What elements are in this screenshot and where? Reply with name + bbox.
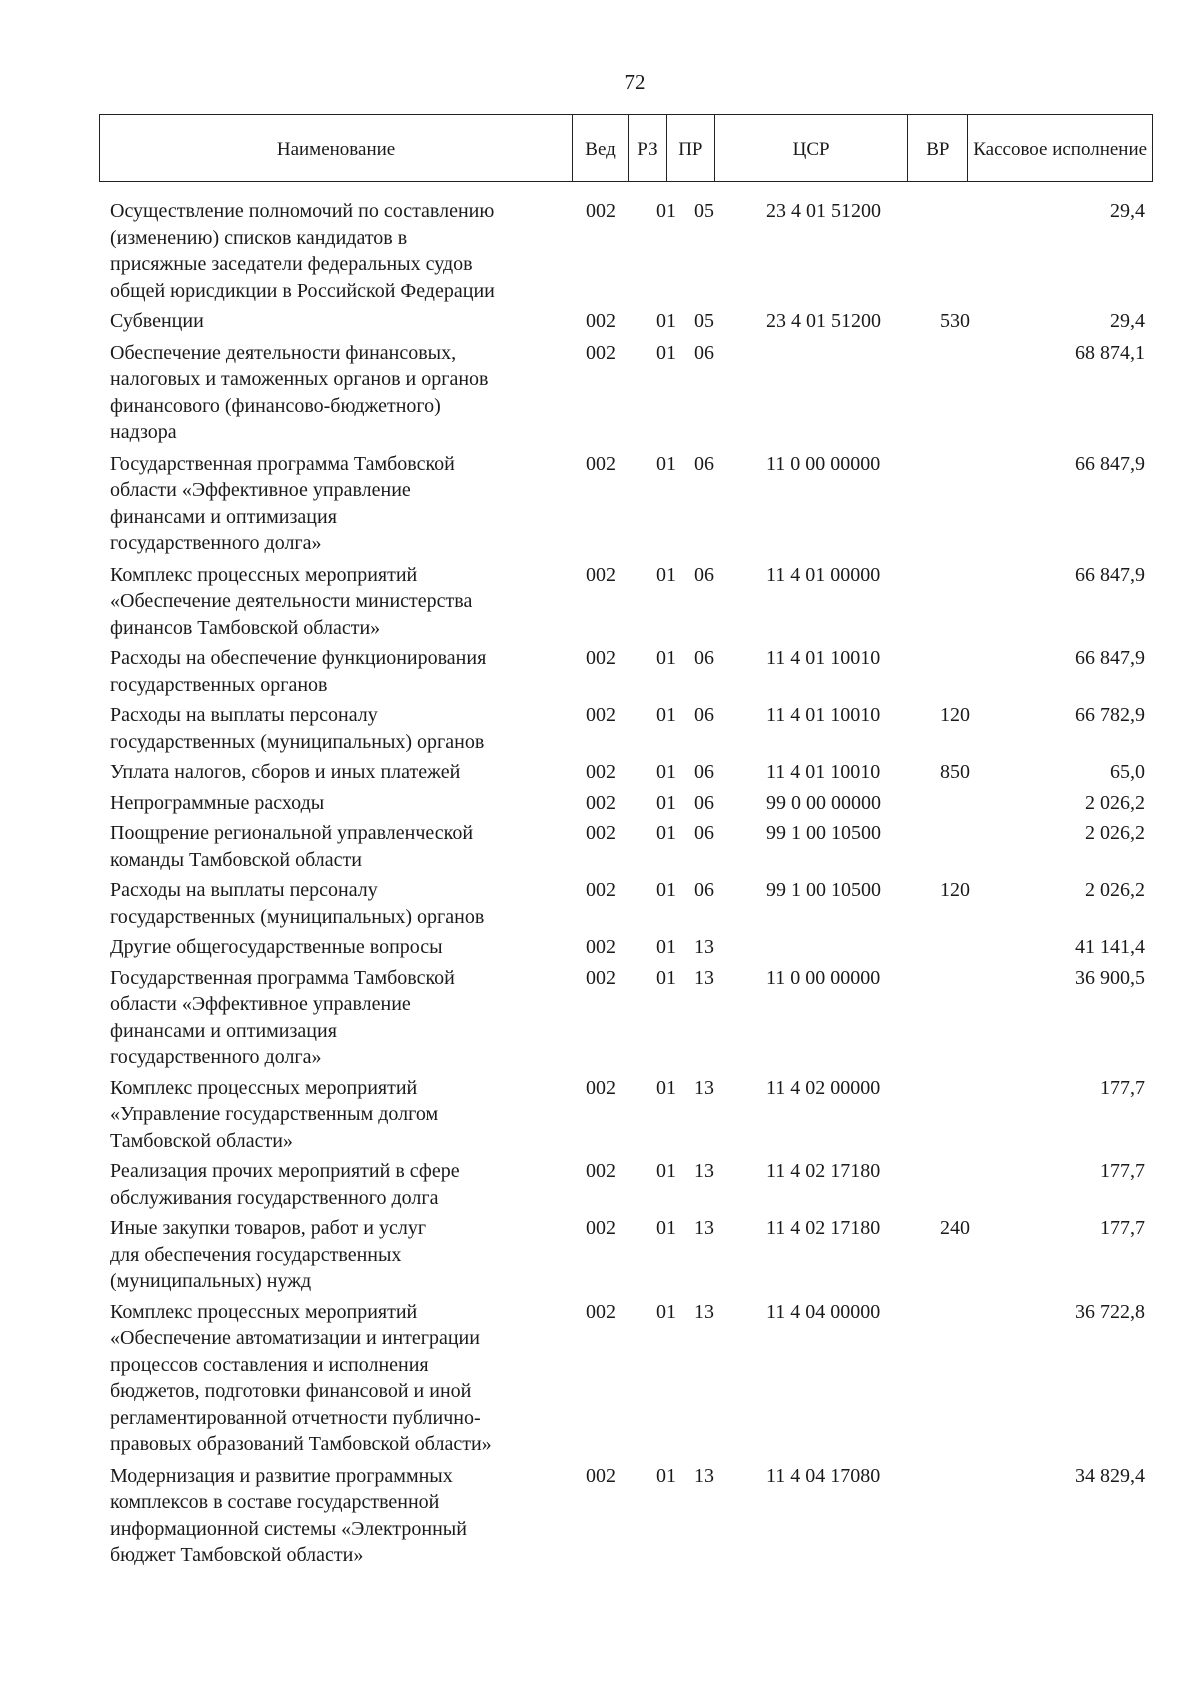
row-rz: 01 <box>656 1076 676 1099</box>
table-row <box>0 790 1200 817</box>
row-name: Комплекс процессных мероприятий «Обеспечение автоматизации и интеграции процессов составления и исполнения бюджетов, подготовки финансовой и иной регламентированной отчетности публично- правовых образований Тамбовской области» <box>110 1300 492 1455</box>
row-csr: 11 4 01 00000 <box>766 563 881 586</box>
table-row <box>0 702 1200 755</box>
row-rz: 01 <box>656 200 676 222</box>
header-csr: ЦСР <box>715 115 909 181</box>
row-name: Другие общегосударственные вопросы <box>110 936 443 958</box>
row-vr: 240 <box>940 1217 970 1239</box>
table-row <box>0 451 1200 557</box>
row-pr: 05 <box>694 310 714 332</box>
row-ved: 002 <box>586 1076 616 1099</box>
table-row <box>0 645 1200 698</box>
row-rz: 01 <box>656 1160 676 1182</box>
row-pr: 06 <box>694 452 714 475</box>
row-name: Модернизация и развитие программных комплексов в составе государственной информационной системы «Электронный бюджет Тамбовской области» <box>110 1464 467 1566</box>
row-kassovoe-ispolnenie: 68 874,1 <box>1075 341 1145 364</box>
row-pr: 13 <box>694 1076 714 1099</box>
row-ved: 002 <box>586 966 616 989</box>
row-vr: 120 <box>940 879 970 901</box>
row-csr: 99 1 00 10500 <box>766 822 881 844</box>
row-rz: 01 <box>656 1464 676 1487</box>
row-csr: 23 4 01 51200 <box>766 310 881 332</box>
row-ved: 002 <box>586 879 616 901</box>
row-pr: 13 <box>694 936 714 958</box>
row-kassovoe-ispolnenie: 2 026,2 <box>1085 879 1145 901</box>
row-ved: 002 <box>586 936 616 958</box>
header-ved: Вед <box>573 115 629 181</box>
row-name: Уплата налогов, сборов и иных платежей <box>110 761 461 783</box>
row-kassovoe-ispolnenie: 177,7 <box>1100 1217 1145 1239</box>
header-vr: ВР <box>908 115 968 181</box>
row-pr: 06 <box>694 647 714 669</box>
row-pr: 13 <box>694 1464 714 1487</box>
row-csr: 11 4 04 17080 <box>766 1464 881 1487</box>
row-ved: 002 <box>586 791 616 814</box>
row-kassovoe-ispolnenie: 66 847,9 <box>1075 452 1145 475</box>
table-row <box>0 1158 1200 1211</box>
row-kassovoe-ispolnenie: 36 900,5 <box>1075 966 1145 989</box>
row-kassovoe-ispolnenie: 2 026,2 <box>1085 791 1145 814</box>
row-kassovoe-ispolnenie: 34 829,4 <box>1075 1464 1145 1487</box>
row-rz: 01 <box>656 822 676 844</box>
row-ved: 002 <box>586 563 616 586</box>
header-pr: ПР <box>667 115 715 181</box>
row-name: Иные закупки товаров, работ и услуг для обеспечения государственных (муниципальных) нужд <box>110 1217 427 1292</box>
row-name: Расходы на выплаты персоналу государственных (муниципальных) органов <box>110 879 485 928</box>
row-name: Государственная программа Тамбовской области «Эффективное управление финансами и оптимизация государственного долга» <box>110 452 455 554</box>
table-row <box>0 877 1200 930</box>
row-name: Непрограммные расходы <box>110 791 325 814</box>
row-ved: 002 <box>586 822 616 844</box>
row-kassovoe-ispolnenie: 66 847,9 <box>1075 647 1145 669</box>
table-header <box>99 114 1153 182</box>
row-pr: 06 <box>694 341 714 364</box>
table-body <box>0 198 1200 1573</box>
row-pr: 06 <box>694 822 714 844</box>
row-csr: 11 4 02 00000 <box>766 1076 881 1099</box>
row-pr: 13 <box>694 966 714 989</box>
table-row <box>0 1075 1200 1155</box>
row-pr: 05 <box>694 200 714 222</box>
row-rz: 01 <box>656 791 676 814</box>
row-rz: 01 <box>656 647 676 669</box>
row-pr: 13 <box>694 1160 714 1182</box>
row-rz: 01 <box>656 936 676 958</box>
row-ved: 002 <box>586 341 616 364</box>
row-pr: 06 <box>694 761 714 783</box>
table-row <box>0 1215 1200 1295</box>
table-row <box>0 1299 1200 1458</box>
header-name: Наименование <box>100 115 573 181</box>
row-rz: 01 <box>656 341 676 364</box>
row-ved: 002 <box>586 1160 616 1182</box>
table-row <box>0 820 1200 873</box>
row-pr: 06 <box>694 704 714 726</box>
row-csr: 99 1 00 10500 <box>766 879 881 901</box>
row-kassovoe-ispolnenie: 2 026,2 <box>1085 822 1145 844</box>
row-rz: 01 <box>656 879 676 901</box>
table-row <box>0 198 1200 304</box>
row-csr: 11 4 04 00000 <box>766 1300 881 1323</box>
row-name: Обеспечение деятельности финансовых, налоговых и таможенных органов и органов финансового (финансово-бюджетного) надзора <box>110 341 489 443</box>
row-rz: 01 <box>656 1300 676 1323</box>
row-name: Осуществление полномочий по составлению (изменению) списков кандидатов в присяжные заседатели федеральных судов общей юрисдикции в Российской Федерации <box>110 200 495 302</box>
row-csr: 99 0 00 00000 <box>766 791 881 814</box>
table-row <box>0 934 1200 961</box>
row-ved: 002 <box>586 704 616 726</box>
row-name: Поощрение региональной управленческой команды Тамбовской области <box>110 822 474 871</box>
row-csr: 11 4 01 10010 <box>766 704 881 726</box>
row-ved: 002 <box>586 200 616 222</box>
row-kassovoe-ispolnenie: 177,7 <box>1100 1160 1145 1182</box>
row-ved: 002 <box>586 452 616 475</box>
row-kassovoe-ispolnenie: 66 847,9 <box>1075 563 1145 586</box>
row-vr: 850 <box>940 761 970 783</box>
row-name: Расходы на обеспечение функционирования государственных органов <box>110 647 487 696</box>
row-name: Расходы на выплаты персоналу государственных (муниципальных) органов <box>110 704 485 753</box>
row-csr: 11 0 00 00000 <box>766 966 881 989</box>
row-pr: 06 <box>694 879 714 901</box>
table-row <box>0 759 1200 786</box>
row-name: Реализация прочих мероприятий в сфере обслуживания государственного долга <box>110 1160 460 1209</box>
header-kassovoe-ispolnenie: Кассовое исполнение <box>973 138 1148 160</box>
row-rz: 01 <box>656 966 676 989</box>
row-ved: 002 <box>586 1464 616 1487</box>
row-pr: 13 <box>694 1300 714 1323</box>
row-pr: 06 <box>694 563 714 586</box>
row-csr: 11 0 00 00000 <box>766 452 881 475</box>
row-name: Субвенции <box>110 310 204 332</box>
row-name: Комплекс процессных мероприятий «Управление государственным долгом Тамбовской области» <box>110 1076 439 1152</box>
row-rz: 01 <box>656 563 676 586</box>
row-ved: 002 <box>586 647 616 669</box>
table-row <box>0 308 1200 335</box>
table-row <box>0 562 1200 642</box>
row-rz: 01 <box>656 761 676 783</box>
row-kassovoe-ispolnenie: 36 722,8 <box>1075 1300 1145 1323</box>
row-kassovoe-ispolnenie: 65,0 <box>1110 761 1145 783</box>
row-csr: 11 4 01 10010 <box>766 761 881 783</box>
row-vr: 120 <box>940 704 970 726</box>
row-rz: 01 <box>656 704 676 726</box>
row-pr: 13 <box>694 1217 714 1239</box>
row-csr: 11 4 02 17180 <box>766 1217 881 1239</box>
table-row <box>0 965 1200 1071</box>
row-name: Комплекс процессных мероприятий «Обеспечение деятельности министерства финансов Тамбовской области» <box>110 563 473 639</box>
row-kassovoe-ispolnenie: 66 782,9 <box>1075 704 1145 726</box>
row-kassovoe-ispolnenie: 41 141,4 <box>1075 936 1145 958</box>
row-rz: 01 <box>656 1217 676 1239</box>
row-csr: 11 4 02 17180 <box>766 1160 881 1182</box>
row-kassovoe-ispolnenie: 29,4 <box>1110 200 1145 222</box>
row-rz: 01 <box>656 452 676 475</box>
row-name: Государственная программа Тамбовской области «Эффективное управление финансами и оптимизация государственного долга» <box>110 966 455 1068</box>
page-number: 72 <box>624 70 646 94</box>
table-row <box>0 340 1200 446</box>
row-vr: 530 <box>940 310 970 332</box>
row-csr: 23 4 01 51200 <box>766 200 881 222</box>
row-ved: 002 <box>586 1300 616 1323</box>
row-kassovoe-ispolnenie: 177,7 <box>1100 1076 1145 1099</box>
row-rz: 01 <box>656 310 676 332</box>
header-rz: РЗ <box>629 115 667 181</box>
row-csr: 11 4 01 10010 <box>766 647 881 669</box>
row-ved: 002 <box>586 310 616 332</box>
row-kassovoe-ispolnenie: 29,4 <box>1110 310 1145 332</box>
row-ved: 002 <box>586 761 616 783</box>
table-row <box>0 1463 1200 1569</box>
row-pr: 06 <box>694 791 714 814</box>
row-ved: 002 <box>586 1217 616 1239</box>
